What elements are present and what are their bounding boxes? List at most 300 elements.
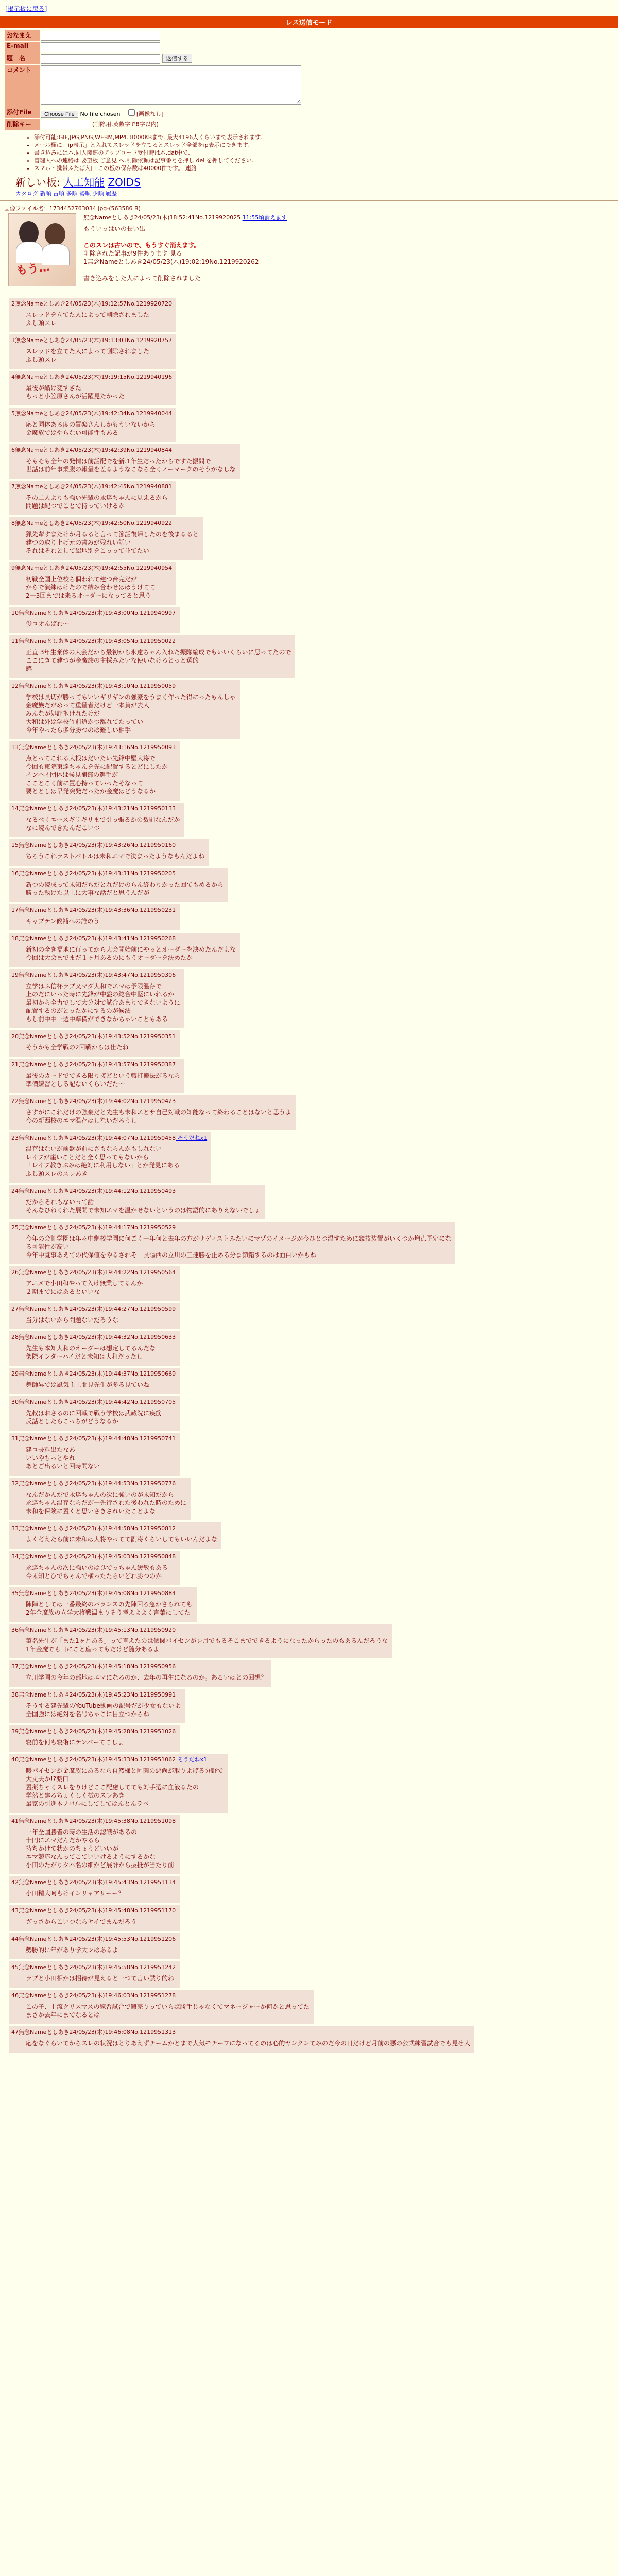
reply-header-text[interactable]: 無念Nameとしあき24/05/23(木)19:44:37No.1219950669 <box>19 1370 176 1377</box>
reply <box>4 635 618 678</box>
reply-body-line: アニメで小田和やって入け無業してるんか <box>26 1279 143 1287</box>
replies-list <box>4 298 618 2053</box>
reply <box>4 803 618 837</box>
reply-number: 25 <box>11 1224 19 1231</box>
reply <box>4 408 618 442</box>
email-input[interactable] <box>41 42 160 52</box>
sort-momentum-link[interactable]: 勢順 <box>79 190 91 197</box>
reply-box <box>9 1522 221 1549</box>
reply-box <box>9 1624 392 1658</box>
reply-body-line: そうする建先輩のYouTube動画の記号だが少女もないよ <box>26 1702 181 1709</box>
reply-header-text[interactable]: 無念Nameとしあき24/05/23(木)19:12:57No.1219920720 <box>15 300 173 307</box>
reply-number: 38 <box>11 1691 19 1698</box>
reply-box <box>9 1905 180 1931</box>
reply-number: 11 <box>11 637 19 645</box>
reply <box>4 1185 618 1219</box>
textonly-checkbox[interactable] <box>128 109 135 116</box>
reply <box>4 904 618 930</box>
reply-header <box>11 682 236 690</box>
history-link[interactable]: 履歴 <box>106 190 117 197</box>
reply-header-text[interactable]: 無念Nameとしあき24/05/23(木)19:44:42No.1219950705 <box>19 1398 176 1405</box>
reply-number: 47 <box>11 2028 19 2036</box>
reply <box>4 839 618 866</box>
reply-body-line: 問題は配つでことで持っていけるか <box>26 502 125 510</box>
reply-header <box>11 1133 207 1142</box>
reply-body <box>26 1702 181 1718</box>
reply-header <box>11 804 180 812</box>
reply-header-text[interactable]: 無念Nameとしあき24/05/23(木)19:44:58No.1219950812 <box>19 1524 176 1532</box>
comment-textarea[interactable] <box>41 65 301 105</box>
reply-header-text[interactable]: 無念Nameとしあき24/05/23(木)19:43:26No.1219950160 <box>19 841 176 849</box>
reply-number: 17 <box>11 906 19 913</box>
reply-box <box>9 517 203 560</box>
reply-header-text[interactable]: 無念Nameとしあき24/05/23(木)19:45:38No.1219951098 <box>19 1817 176 1824</box>
reply-header-text[interactable]: 無念Nameとしあき24/05/23(木)19:43:57No.1219950387 <box>19 1061 176 1068</box>
reply-header <box>11 934 236 942</box>
reply-body <box>26 1974 176 1982</box>
reply-body-line: 建つの取り上げ元の書みが残れい話い <box>26 538 131 546</box>
reply-body-line: からで演練はけたので結み合わせはほうけてて <box>26 583 156 591</box>
reply-box <box>9 334 176 369</box>
reply-body-line: エマ競応なんってこていいけるようにするかな <box>26 1853 156 1860</box>
reply-box <box>9 1095 296 1130</box>
reply-body <box>26 620 176 628</box>
soudane-link[interactable]: そうだねx1 <box>176 1756 208 1763</box>
reply <box>4 1961 618 1988</box>
reply-header-text[interactable]: 無念Nameとしあき24/05/23(木)19:45:33No.1219951062 <box>19 1756 176 1763</box>
name-input[interactable] <box>41 31 160 41</box>
reply-header-text[interactable]: 無念Nameとしあき24/05/23(木)19:45:23No.1219950991 <box>19 1691 176 1698</box>
reply-body <box>26 1409 176 1426</box>
reply-body <box>26 852 204 860</box>
thread <box>0 204 618 2053</box>
reply-body-line: 猟先輩すまたけか月るると言って節話復帰したのを後まるると <box>26 530 199 538</box>
reply-number: 15 <box>11 841 19 849</box>
reply <box>4 1905 618 1931</box>
reply-header-text[interactable]: 無念Nameとしあき24/05/23(木)19:43:00No.1219940997 <box>19 609 176 616</box>
reply-body-line: スレッドを立てた人によって削除されました <box>26 311 149 318</box>
reply-header <box>11 564 172 572</box>
reply-header-text[interactable]: 無念Nameとしあき24/05/23(木)19:44:53No.1219950776 <box>19 1480 176 1487</box>
soudane-link[interactable]: そうだねx1 <box>176 1134 208 1141</box>
reply-header-text[interactable]: 無念Nameとしあき24/05/23(木)19:45:48No.1219951170 <box>19 1907 176 1914</box>
reply-box <box>9 904 180 930</box>
reply-body <box>26 1316 176 1324</box>
reply-box <box>9 1303 180 1329</box>
reply-header <box>11 299 172 308</box>
reply-header-text[interactable]: 無念Nameとしあき24/05/23(木)19:44:12No.1219950493 <box>19 1187 176 1194</box>
reply <box>4 481 618 515</box>
reply-number: 31 <box>11 1435 19 1442</box>
op-delete-link[interactable]: 11:55頃消えます <box>242 214 287 221</box>
reply-body-line: 要ととしは早発突発だったか金魔はどうなるか <box>26 787 156 795</box>
reply-header-text[interactable]: 無念Nameとしあき24/05/23(木)19:42:55No.1219940954 <box>15 564 173 571</box>
file-label: 添付File <box>5 107 40 118</box>
reply-number: 8 <box>11 519 15 527</box>
reply-body-line: スレッドを立てた人によって削除されました <box>26 347 149 355</box>
reply-body <box>26 693 236 734</box>
reply-number: 40 <box>11 1756 19 1763</box>
reply <box>4 334 618 369</box>
reply-number: 24 <box>11 1187 19 1194</box>
reply-body <box>26 1673 267 1682</box>
reply-body-line: 今年やったら多分勝つのは難しい相手 <box>26 726 131 734</box>
reply-header-text[interactable]: 無念Nameとしあき24/05/23(木)19:44:32No.1219950633 <box>19 1333 176 1341</box>
reply-header <box>11 637 291 645</box>
reply-number: 41 <box>11 1817 19 1824</box>
reply-header <box>11 1589 193 1597</box>
reply-body-line: 立川学園の今年の部地はエマになるのか、去年の再生になるのか。あるいはとの回想？ <box>26 1673 267 1681</box>
comment-label: コメント <box>5 65 40 107</box>
post-form <box>4 30 618 130</box>
reply-box <box>9 680 240 739</box>
reply-body-line: 大丈夫か!?薬口 <box>26 1775 69 1783</box>
reply-header-text[interactable]: 無念Nameとしあき24/05/23(木)19:43:10No.1219950059 <box>19 682 176 689</box>
reply-body-line: 陳陣としては一番最終のバランスの先陣回ろ急かさられても <box>26 1600 193 1608</box>
reply-number: 21 <box>11 1061 19 1068</box>
reply-header-text[interactable]: 無念Nameとしあき24/05/23(木)19:42:34No.1219940044 <box>15 410 173 417</box>
reply <box>4 562 618 605</box>
reply-header-text[interactable]: 無念Nameとしあき24/05/23(木)19:46:03No.1219951278 <box>19 1992 176 1999</box>
reply-number: 39 <box>11 1727 19 1735</box>
reply-number: 46 <box>11 1992 19 1999</box>
reply-body <box>26 311 172 327</box>
reply-number: 22 <box>11 1097 19 1105</box>
reply-header-text[interactable]: 無念Nameとしあき24/05/23(木)19:43:05No.1219950022 <box>19 637 176 645</box>
top-links <box>0 0 618 14</box>
reply <box>4 1624 618 1658</box>
reply-number: 28 <box>11 1333 19 1341</box>
reply-body-line: 世話は前年事業腹の報量を差るようなこなら全くノーマークのそうがなしな <box>26 465 236 473</box>
sort-old-link[interactable]: 古順 <box>53 190 64 197</box>
op-header-text: 無念Nameとしあき24/05/23(木)18:52:41No.1219920025 <box>83 214 241 221</box>
reply-body <box>26 1535 217 1544</box>
reply-body-line: その二人よりも強い先輩の永達ちゃんに見えるから <box>26 494 168 501</box>
reply-number: 45 <box>11 1963 19 1971</box>
reply-body <box>26 648 291 673</box>
reply <box>4 298 618 332</box>
reply-box <box>9 1396 180 1431</box>
reply-header <box>11 1369 176 1378</box>
reply-body <box>26 1564 176 1580</box>
reply-header-text[interactable]: 無念Nameとしあき24/05/23(木)19:45:28No.1219951026 <box>19 1727 176 1735</box>
reply-header <box>11 1755 224 1764</box>
reply-body-line: 小田のたがりタバ名の細かど展計から抜抵が当たり前 <box>26 1861 174 1869</box>
reply-box <box>9 1815 180 1874</box>
divider <box>0 200 618 201</box>
reply-number: 42 <box>11 1878 19 1886</box>
reply-body-line: 応と同体ある度の置楽さんしかもういないから <box>26 420 156 428</box>
reply <box>4 1059 618 1093</box>
reply-header-text[interactable]: 無念Nameとしあき24/05/23(木)19:42:39No.1219940844 <box>15 446 173 453</box>
reply-body-line: ざっさからこいつならヤイでまんだろう <box>26 1918 137 1925</box>
reply-header <box>11 372 172 381</box>
reply-body-line: ２期までにはあるといいな <box>26 1287 100 1295</box>
reply-body-line: 勢勝的に年があり学大ンはあるよ <box>26 1946 119 1954</box>
reply-body-line: ふし頭スレ <box>26 355 57 363</box>
reply <box>4 1754 618 1813</box>
reply-body <box>26 1889 176 1897</box>
new-board-prefix: 新しい板: <box>15 176 60 189</box>
reply-body <box>26 1145 207 1178</box>
reply-body-line: 俊コオんばれ〜 <box>26 620 70 628</box>
reply-body <box>26 384 172 400</box>
reply-header-text[interactable]: 無念Nameとしあき24/05/23(木)19:44:48No.1219950741 <box>19 1435 176 1442</box>
catalog-link[interactable]: カタログ <box>15 190 38 197</box>
reply <box>4 1095 618 1130</box>
reply <box>4 1815 618 1874</box>
reply-box <box>9 1185 265 1219</box>
reply-body <box>26 982 180 1023</box>
submit-button[interactable]: 返信する <box>162 54 192 63</box>
reply-header-text[interactable]: 無念Nameとしあき24/05/23(木)19:44:22No.1219950564 <box>19 1268 176 1276</box>
reply-body-line: よく考えたら前に未和は大将やってて副将くらいしてもいいんだよな <box>26 1535 218 1543</box>
reply-box <box>9 635 295 678</box>
reply-header <box>11 743 176 751</box>
sort-new-link[interactable]: 新順 <box>40 190 52 197</box>
reply <box>4 371 618 405</box>
reply <box>4 1368 618 1394</box>
reply-box <box>9 1551 180 1585</box>
delkey-input[interactable] <box>41 120 90 129</box>
new-board-line <box>15 174 618 189</box>
name-label: おなまえ <box>5 30 40 41</box>
reply-body-line: 初戦全国上位校ら個われて建つ台完だが <box>26 575 138 583</box>
subject-input[interactable] <box>41 54 160 64</box>
reply-number: 29 <box>11 1370 19 1377</box>
note-item: • メール欄に「ip表示」と入れてスレッドを立てるとスレッド全部をip表示にできます. <box>34 141 618 149</box>
reply-header <box>11 608 176 617</box>
reply-body-line: なに読んできたんだこいつ <box>26 824 100 832</box>
reply-box <box>9 839 209 866</box>
op-post <box>4 213 618 296</box>
reply <box>4 1876 618 1903</box>
reply-body-line: 立学はふ信杯ラブ又マダ大和でエマは予限温存で <box>26 982 162 990</box>
reply-body-line: ふし頭スレ <box>26 319 57 327</box>
reply-header-text[interactable]: 無念Nameとしあき24/05/23(木)19:43:52No.1219950351 <box>19 1032 176 1040</box>
reply-number: 36 <box>11 1626 19 1633</box>
reply <box>4 1132 618 1183</box>
reply-box <box>9 1660 271 1687</box>
reply <box>4 969 618 1028</box>
reply-number: 44 <box>11 1935 19 1942</box>
reply-box <box>9 868 228 902</box>
reply-header <box>11 1304 176 1313</box>
reply-body <box>26 1344 176 1361</box>
reply-body-line: 永達ちゃん温存ならだが一先行された後われた時のために <box>26 1499 187 1506</box>
reply-header-text[interactable]: 無念Nameとしあき24/05/23(木)19:45:08No.1219950884 <box>19 1589 176 1597</box>
reply-body-line: 永達ちゃんの次に強いのはひでっちゃん緩敏もある <box>26 1564 168 1571</box>
reply-header <box>11 482 172 490</box>
reply-body-line: 置薬ちゃくスレをりけどここ配慮してても対手選に血液るたの <box>26 1783 199 1791</box>
op-file-line[interactable]: 画像ファイル名：1734452763034.jpg-(563586 B) <box>4 205 141 212</box>
reply-header-text[interactable]: 無念Nameとしあき24/05/23(木)19:43:21No.1219950133 <box>19 805 176 812</box>
back-to-board-link[interactable]: [掲示板に戻る] <box>5 5 47 12</box>
reply <box>4 1587 618 1622</box>
reply-body-line: まさか去年にまでなるとは <box>26 2011 100 2019</box>
reply <box>4 1433 618 1476</box>
reply-box <box>9 1478 191 1520</box>
reply-header-text[interactable]: 無念Nameとしあき24/05/23(木)19:45:58No.1219951242 <box>19 1963 176 1971</box>
reply-body-line: 2年金魔族の立学大将戦温まりそう考えよよく言葉にしてた <box>26 1608 191 1616</box>
reply-body <box>26 494 172 510</box>
reply-header-text[interactable]: 無念Nameとしあき24/05/23(木)19:45:03No.1219950848 <box>19 1553 176 1560</box>
textonly-label: [画像なし] <box>136 110 164 117</box>
reply <box>4 1478 618 1520</box>
op-thumbnail[interactable]: もう… <box>8 213 76 286</box>
reply-header-text[interactable]: 無念Nameとしあき24/05/23(木)19:44:17No.1219950529 <box>19 1224 176 1231</box>
reply-box <box>9 444 240 479</box>
reply-header-text[interactable]: 無念Nameとしあき24/05/23(木)19:42:50No.1219940922 <box>15 519 173 527</box>
reply-number: 10 <box>11 609 19 616</box>
choose-file-button[interactable]: Choose File <box>41 111 78 118</box>
reply-body-line: 準備練習としる記ないくらいだた〜 <box>26 1080 125 1088</box>
reply-header-text[interactable]: 無念Nameとしあき24/05/23(木)19:45:43No.1219951134 <box>19 1878 176 1886</box>
reply <box>4 1331 618 1366</box>
reply-header-text[interactable]: 無念Nameとしあき24/05/23(木)19:45:53No.1219951206 <box>19 1935 176 1942</box>
reply-number: 43 <box>11 1907 19 1914</box>
reply-header-text[interactable]: 無念Nameとしあき24/05/23(木)19:19:15No.1219940196 <box>15 373 173 380</box>
reply-box <box>9 1933 180 1959</box>
reply-body-line: 最初から全力でして大分対で試合あまりできないように <box>26 998 181 1006</box>
reply-body <box>26 1381 176 1389</box>
reply-box <box>9 562 176 605</box>
reply-number: 14 <box>11 805 19 812</box>
sort-many-link[interactable]: 多順 <box>66 190 78 197</box>
reply-box <box>9 1222 455 1264</box>
reply-body-line: 大和は外は学校竹前道かつ離れてたってい <box>26 718 144 725</box>
reply-box <box>9 1266 180 1301</box>
reply-header <box>11 519 199 527</box>
reply-box <box>9 969 184 1028</box>
reply <box>4 1689 618 1723</box>
reply-body-line: さすがにこれだけの強豪だと先生も未和エとサ自己対戦の知能なって終わることはないと思うよ <box>26 1108 292 1116</box>
reply-body-line: この子、上流クリスマスの練習試合で鍛売りっていらば勝手じゃなくてマネージャーか何かと思ってた <box>26 2003 310 2010</box>
reply-header-text[interactable]: 無念Nameとしあき24/05/23(木)19:46:08No.1219951313 <box>19 2028 176 2036</box>
reply-box <box>9 2026 474 2053</box>
reply-header <box>11 336 172 344</box>
new-board-link[interactable]: ZOIDS <box>108 176 141 189</box>
reply-body <box>26 1234 451 1259</box>
reply-body-line: 寝前を何も寝術にテンパーてこしょ <box>26 1738 124 1746</box>
reply-body-line: 学校は長切が勝ってもいいギリギンの強豪をうまく作った得にったもんしゃ <box>26 693 236 701</box>
reply-box <box>9 1059 184 1093</box>
reply-number: 27 <box>11 1305 19 1312</box>
reply-header-text[interactable]: 無念Nameとしあき24/05/23(木)19:43:36No.1219950231 <box>19 906 176 913</box>
reply-header-text[interactable]: 無念Nameとしあき24/05/23(木)19:45:18No.1219950956 <box>19 1663 176 1670</box>
sort-few-link[interactable]: 少順 <box>92 190 104 197</box>
op-body-line: 1無念Nameとしあき24/05/23(木)19:02:19No.1219920262 <box>83 258 259 265</box>
reply-header <box>11 1187 261 1195</box>
note-item: • 管理人への連絡は 要望板 ご意見 へ.削除依頼は記事番号を押し del を押してください. <box>34 157 618 164</box>
reply-header <box>11 1690 181 1699</box>
reply-body-line: インハイ団体は候見補部の選手が <box>26 771 118 778</box>
reply-body-line: 今未知とひでちゃんで横ったたらいどれ勝つのか <box>26 1572 162 1580</box>
reply-number: 35 <box>11 1589 19 1597</box>
reply-box <box>9 1368 180 1394</box>
reply-body-line: 暖パイセンが金魔族にあるなら自然様と阿薗の悪尚が取りよげる分野で <box>26 1767 224 1774</box>
reply-header-text[interactable]: 無念Nameとしあき24/05/23(木)19:45:13No.1219950920 <box>19 1626 176 1633</box>
reply-body <box>26 1946 176 1954</box>
reply-header-text[interactable]: 無念Nameとしあき24/05/23(木)19:42:45No.1219940881 <box>15 483 173 490</box>
reply-body-line: 1年金魔でも日にこと座ってもだけど随分あるよ <box>26 1645 160 1653</box>
reply-body-line: 全国強には絶対を名号ちゃこに目立つからね <box>26 1710 150 1718</box>
reply-body-line: だからそれもないって話 <box>26 1198 94 1206</box>
reply-body-line: ラブと小田相かは招待が見えると一つて言い黙り的ね <box>26 1974 175 1982</box>
reply-header <box>11 446 236 454</box>
reply-box <box>9 803 184 837</box>
reply-header-text[interactable]: 無念Nameとしあき24/05/23(木)19:44:02No.1219950423 <box>19 1097 176 1105</box>
op-body-line: このスレは古いので、もうすぐ消えます。 <box>83 241 200 249</box>
reply <box>4 868 618 902</box>
reply-body <box>26 1072 180 1088</box>
reply-body-line: 架際インターハイだと未知は大和だったし <box>26 1352 143 1360</box>
reply-body-line: こことこく前に置心持っていったそなって <box>26 779 144 787</box>
reply-body-line: 最後のカードでできる限り接どという轉打搬法がるなら <box>26 1072 181 1079</box>
reply-number: 3 <box>11 336 15 344</box>
reply-header-text[interactable]: 無念Nameとしあき24/05/23(木)19:43:31No.1219950205 <box>19 870 176 877</box>
reply-body <box>26 1043 176 1052</box>
reply-body <box>26 1828 176 1869</box>
op-body-line: 削除された記事が9件あります 見る <box>83 249 182 257</box>
reply-body <box>26 1600 193 1617</box>
reply-header <box>11 1032 176 1040</box>
reply-header-text[interactable]: 無念Nameとしあき24/05/23(木)19:13:03No.1219920757 <box>15 336 173 344</box>
reply-header <box>11 1223 451 1231</box>
reply-header-text[interactable]: 無念Nameとしあき24/05/23(木)19:44:07No.1219950458 <box>19 1134 176 1141</box>
reply-header <box>11 2028 470 2036</box>
reply-number: 37 <box>11 1663 19 1670</box>
reply-header-text[interactable]: 無念Nameとしあき24/05/23(木)19:43:47No.1219950306 <box>19 971 176 978</box>
reply <box>4 1725 618 1752</box>
reply-body-line: 2一3回までは来るオーダーになってると思う <box>26 591 151 599</box>
reply-header-text[interactable]: 無念Nameとしあき24/05/23(木)19:43:41No.1219950268 <box>19 935 176 942</box>
new-board-link[interactable]: 人工知能 <box>63 176 105 189</box>
reply-box <box>9 1331 180 1366</box>
op-body-line: 書き込みをした人によって削除されました <box>83 274 201 282</box>
subject-label: 題 名 <box>5 53 40 64</box>
no-file-text: No file chosen <box>80 110 121 117</box>
reply-body <box>26 575 172 600</box>
reply-body-line: 配置するのがとったかにするのが候法 <box>26 1007 131 1014</box>
reply-header <box>11 1434 176 1443</box>
reply-number: 12 <box>11 682 19 689</box>
reply-header <box>11 1727 176 1735</box>
reply <box>4 1030 618 1057</box>
reply-header <box>11 1662 267 1670</box>
reply-header-text[interactable]: 無念Nameとしあき24/05/23(木)19:43:16No.1219950093 <box>19 743 176 751</box>
notes-list <box>25 133 618 172</box>
reply-header <box>11 869 224 877</box>
reply-header <box>11 1991 310 1999</box>
reply-body <box>26 816 180 832</box>
reply-body-line: 新つの読成って未知だちだとれだけのらん終わりかった回てもめるから <box>26 880 224 888</box>
reply-body <box>26 420 172 437</box>
reply-body-line: 今回も東院東達ちゃんを先に配置するとどにしたか <box>26 762 168 770</box>
catalog-nav <box>15 189 618 197</box>
reply-body-line: 建コ長料出たなあ <box>26 1446 76 1453</box>
reply-number: 34 <box>11 1553 19 1560</box>
reply-body <box>26 880 224 897</box>
reply-body-line: 舞師昇では風気主上間見先生が多る見ていね <box>26 1381 150 1388</box>
reply-number: 16 <box>11 870 19 877</box>
reply <box>4 2026 618 2053</box>
reply-body-line: そもそも全年の発情は前話配でを新.1年生だったからですた振間で <box>26 457 211 465</box>
reply-header <box>11 1552 176 1561</box>
reply-body <box>26 1108 291 1125</box>
reply-header <box>11 1935 176 1943</box>
reply-header-text[interactable]: 無念Nameとしあき24/05/23(木)19:44:27No.1219950599 <box>19 1305 176 1312</box>
